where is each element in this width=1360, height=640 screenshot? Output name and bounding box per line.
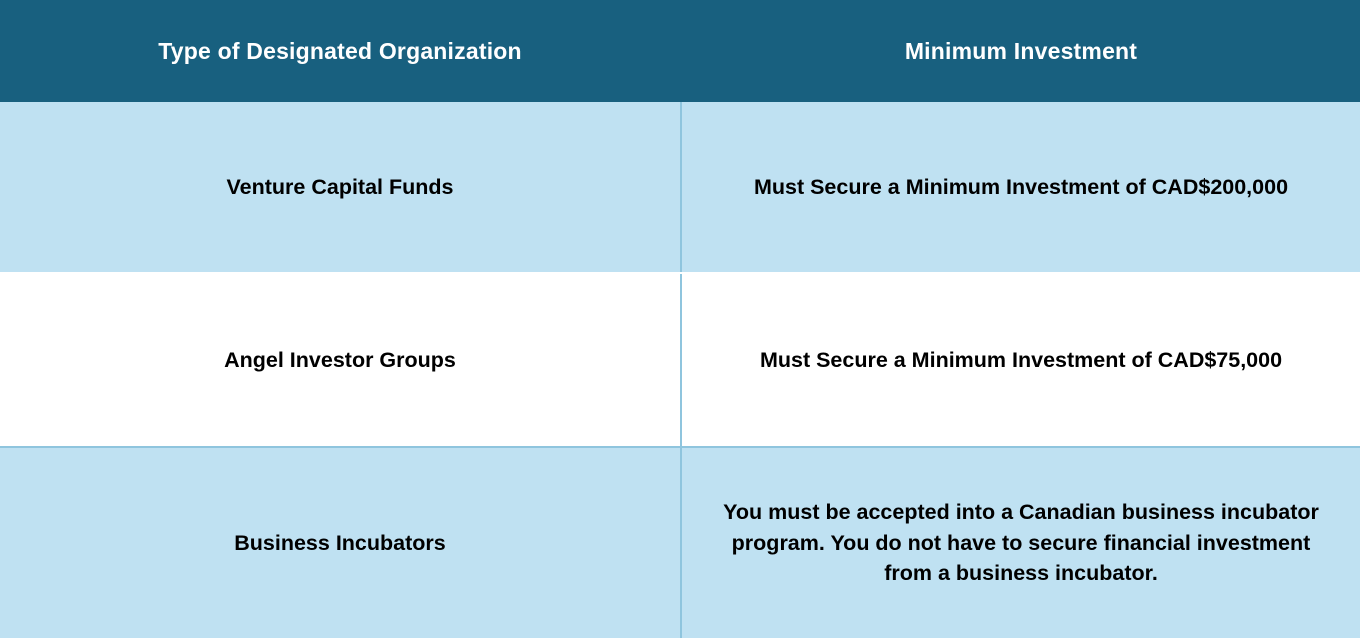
- cell-minimum-investment: You must be accepted into a Canadian business incubator program. You do not have to secure financial investment from a business incubator.: [681, 447, 1360, 639]
- table-header: [0, 0, 1360, 102]
- cell-organization-type: Angel Investor Groups: [0, 273, 681, 447]
- column-header-minimum-investment: Minimum Investment: [681, 0, 1360, 102]
- table-header-row: [0, 0, 1360, 102]
- table-row: [0, 102, 1360, 273]
- table-row: [0, 273, 1360, 447]
- cell-minimum-investment: Must Secure a Minimum Investment of CAD$200,000: [681, 102, 1360, 273]
- column-header-type: Type of Designated Organization: [0, 0, 681, 102]
- cell-organization-type: Business Incubators: [0, 447, 681, 639]
- cell-minimum-investment: Must Secure a Minimum Investment of CAD$75,000: [681, 273, 1360, 447]
- table-row: [0, 447, 1360, 639]
- table-body: [0, 102, 1360, 639]
- cell-organization-type: Venture Capital Funds: [0, 102, 681, 273]
